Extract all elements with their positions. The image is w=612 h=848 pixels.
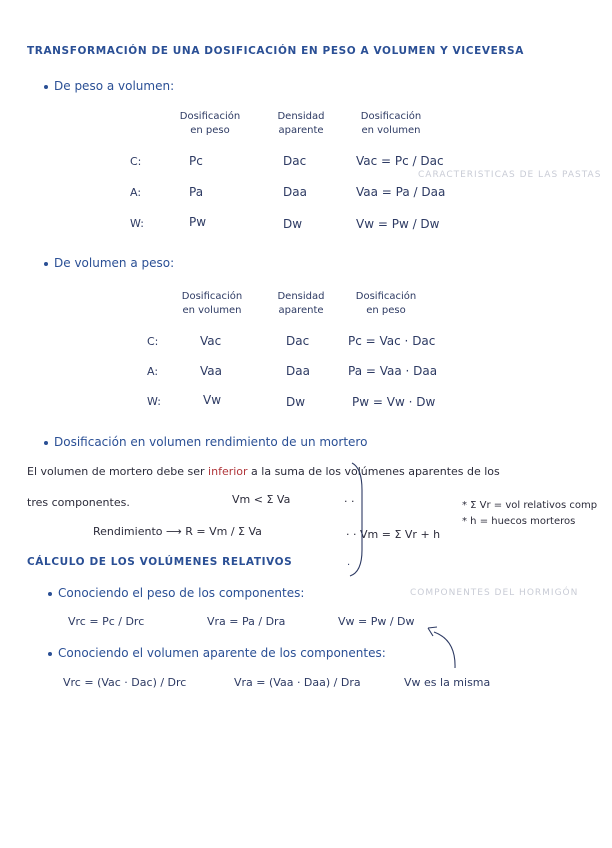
cell-formula: Vw = Pw / Dw <box>356 217 440 231</box>
row-label: A: <box>147 365 159 378</box>
bleed-through-text: COMPONENTES DEL HORMIGÓN <box>410 588 579 598</box>
cell-value: Dw <box>286 395 306 409</box>
vm-formula: · · Vm = Σ Vr + h <box>346 528 441 541</box>
cell-formula: Vac = Pc / Dac <box>356 154 444 168</box>
formula-vw-note: Vw es la misma <box>404 676 491 689</box>
cell-formula: Pa = Vaa · Daa <box>348 364 438 378</box>
page-title: TRANSFORMACIÓN DE UNA DOSIFICACIÓN EN PESO A VOLUMEN Y VICEVERSA <box>27 45 524 57</box>
column-header-dosif-peso: Dosificación en peso <box>355 291 417 316</box>
column-header-densidad: Densidad aparente <box>277 111 325 136</box>
cell-formula: Vaa = Pa / Daa <box>356 185 446 199</box>
section-heading-rendimiento: Dosificación en volumen rendimiento de un mortero <box>44 436 367 448</box>
formula-vrc: Vrc = Pc / Drc <box>68 615 145 628</box>
highlight-word: inferior <box>208 465 248 478</box>
cell-value: Dac <box>283 154 307 168</box>
inequality-formula: Vm < Σ Va <box>232 493 291 506</box>
cell-value: Vac <box>200 334 222 348</box>
bleed-through-text: CARACTERISTICAS DE LAS PASTAS <box>418 170 602 180</box>
arrow-head-icon <box>428 627 437 636</box>
therefore-dots: · <box>347 560 351 571</box>
column-header-densidad: Densidad aparente <box>277 291 325 316</box>
section-heading-volumenes-relativos: CÁLCULO DE LOS VOLÚMENES RELATIVOS <box>27 556 293 568</box>
curved-arrow-icon <box>434 632 455 668</box>
cell-formula: Pw = Vw · Dw <box>352 395 436 409</box>
cell-value: Vw <box>203 393 222 407</box>
column-header-dosif-volumen: Dosificación en volumen <box>181 291 243 316</box>
formula-vw: Vw = Pw / Dw <box>338 615 415 628</box>
column-header-dosif-volumen: Dosificación en volumen <box>360 111 422 136</box>
cell-value: Pa <box>189 185 204 199</box>
paragraph-line: El volumen de mortero debe ser inferior a la suma de los volúmenes aparentes de los <box>27 465 500 478</box>
cell-value: Daa <box>286 364 310 378</box>
cell-formula: Pc = Vac · Dac <box>348 334 436 348</box>
brace-icon <box>350 463 362 576</box>
cell-value: Pw <box>189 215 207 229</box>
therefore-dots: · · <box>346 528 360 541</box>
row-label: W: <box>147 395 161 408</box>
section-heading-peso-volumen: De peso a volumen: <box>44 80 174 92</box>
side-note: * Σ Vr = vol relativos comp <box>462 500 598 511</box>
formula-vra: Vra = (Vaa · Daa) / Dra <box>234 676 361 689</box>
cell-value: Dac <box>286 334 310 348</box>
formula-vra: Vra = Pa / Dra <box>207 615 286 628</box>
formula-vrc: Vrc = (Vac · Dac) / Drc <box>63 676 187 689</box>
paragraph-line: tres componentes. <box>27 496 130 509</box>
cell-value: Dw <box>283 217 303 231</box>
column-header-dosif-peso: Dosificación en peso <box>179 111 241 136</box>
row-label: A: <box>130 186 142 199</box>
subheading-peso: Conociendo el peso de los componentes: <box>48 587 304 599</box>
subheading-volumen-aparente: Conociendo el volumen aparente de los componentes: <box>48 647 386 659</box>
cell-value: Vaa <box>200 364 222 378</box>
therefore-dots: · · <box>344 495 355 508</box>
side-note: * h = huecos morteros <box>462 516 576 527</box>
row-label: C: <box>130 155 142 168</box>
cell-value: Pc <box>189 154 203 168</box>
cell-value: Daa <box>283 185 307 199</box>
rendimiento-formula: Rendimiento ⟶ R = Vm / Σ Va <box>93 525 262 538</box>
row-label: W: <box>130 217 144 230</box>
row-label: C: <box>147 335 159 348</box>
section-heading-volumen-peso: De volumen a peso: <box>44 257 174 269</box>
